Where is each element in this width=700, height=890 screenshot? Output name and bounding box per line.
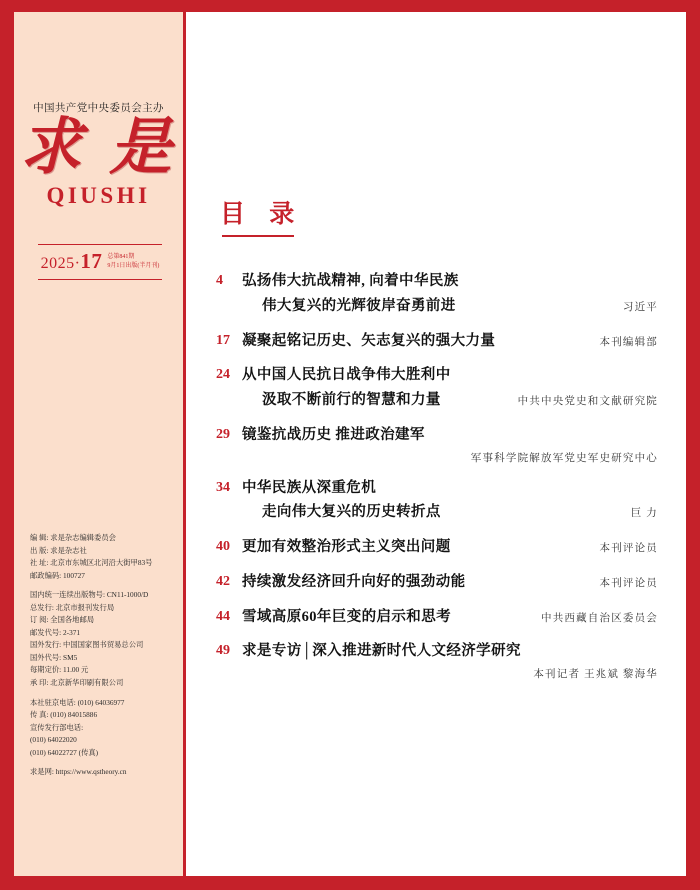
colophon-row: (010) 64022020 (30, 735, 77, 745)
toc-author: 本刊评论员 (599, 577, 658, 589)
toc-author: 习近平 (622, 301, 658, 313)
colophon-row: 每期定价: 11.00 元 (30, 665, 89, 675)
colophon-row: 社 址: 北京市东城区北河沿大街甲83号 (30, 558, 153, 568)
issue-badge (38, 244, 162, 280)
toc-title-line1: 弘扬伟大抗战精神, 向着中华民族 (242, 273, 459, 289)
toc-title-line2: 汲取不断前行的智慧和力量 (262, 392, 441, 408)
toc-page-number: 4 (216, 273, 223, 288)
toc-page-number: 29 (216, 426, 230, 442)
colophon-row: 总发行: 北京市报刊发行局 (30, 602, 115, 612)
toc-title-line1: 中华民族从深重危机 (242, 479, 377, 496)
colophon-gap (30, 690, 180, 697)
colophon-row: 订 阅: 全国各地邮局 (30, 615, 95, 625)
toc-title-row1 (242, 331, 660, 353)
toc-page-number: 40 (216, 539, 230, 554)
toc-title-row1 (242, 572, 660, 594)
toc-title-row2 (242, 499, 660, 524)
toc-title-line1: 持续激发经济回升向好的强劲动能 (242, 573, 466, 590)
colophon-row: 宣传发行部电话: (30, 722, 84, 732)
toc-entry[interactable] (216, 425, 660, 465)
toc-page-number: 44 (216, 608, 230, 624)
issue-number: 17 (80, 249, 103, 273)
colophon-row: 国外代号: SM5 (30, 652, 78, 662)
colophon-row: 国外发行: 中国国家图书贸易总公司 (30, 640, 144, 650)
toc-title-line1: 雪域高原60年巨变的启示和思考 (242, 608, 451, 625)
toc-author: 中共中央党史和文献研究院 (517, 396, 658, 407)
toc-entry[interactable] (216, 572, 660, 594)
masthead-panel (14, 12, 186, 876)
toc-title-row2 (242, 293, 660, 318)
toc-page-number: 34 (216, 479, 230, 495)
toc-entry[interactable] (216, 271, 660, 318)
toc-entry-body (242, 331, 660, 353)
toc-title-line1: 更加有效整治形式主义突出问题 (242, 539, 451, 555)
toc-author: 本刊编辑部 (599, 336, 658, 348)
toc-entry[interactable] (216, 365, 660, 412)
toc-title-line1: 凝聚起铭记历史、矢志复兴的强大力量 (242, 332, 496, 349)
issue-year: 2025 (40, 255, 75, 272)
toc-page-number: 49 (216, 643, 230, 659)
sponsor-line: 中国共产党中央委员会主办 (33, 103, 164, 114)
colophon-row: 编 辑: 求是杂志编辑委员会 (30, 533, 116, 542)
toc-list (216, 271, 660, 681)
toc-entry[interactable] (216, 537, 660, 559)
toc-entry[interactable] (216, 331, 660, 353)
toc-page-number: 42 (216, 573, 230, 589)
toc-entry-body (242, 478, 660, 525)
toc-title-row1 (242, 537, 660, 559)
toc-entry-body (242, 425, 660, 465)
colophon-row: 出 版: 求是杂志社 (30, 545, 87, 555)
colophon-row: 国内统一连续出版物号: CN11-1000/D (30, 590, 149, 600)
toc-author: 军事科学院解放军党史军史研究中心 (470, 452, 658, 464)
toc-author: 本刊记者 王兆斌 黎海华 (533, 669, 658, 680)
toc-entry-body (242, 271, 660, 318)
toc-title-line2: 伟大复兴的光辉彼岸奋勇前进 (262, 297, 456, 314)
toc-page-number: 24 (216, 367, 230, 383)
colophon-gap (30, 582, 180, 589)
toc-author: 中共西藏自治区委员会 (541, 612, 658, 624)
toc-entry[interactable] (216, 641, 660, 681)
colophon-row: 承 印: 北京新华印刷有限公司 (30, 678, 124, 688)
website-line[interactable]: 求是网: https://www.qstheory.cn (30, 767, 127, 777)
toc-entry-body (242, 572, 660, 594)
issue-separator: · (74, 255, 81, 272)
logo-pinyin: QIUSHI (46, 183, 151, 209)
colophon-row: 邮发代号: 2-371 (30, 627, 81, 637)
toc-title-row2 (242, 387, 660, 412)
toc-title-row1 (242, 607, 660, 629)
toc-title-line1: 镜鉴抗战历史 推进政治建军 (242, 426, 425, 443)
colophon-row: 传 真: (010) 84015886 (30, 710, 98, 720)
toc-entry-body (242, 365, 660, 412)
issue-note (107, 253, 159, 270)
issue-note-line2: 9月1日出版(半月刊) (107, 262, 160, 269)
toc-heading: 目 录 (216, 194, 660, 237)
magazine-logo (14, 116, 183, 209)
colophon-row: 邮政编码: 100727 (30, 570, 85, 580)
toc-title-line1: 从中国人民抗日战争伟大胜利中 (242, 367, 451, 384)
logo-chinese: 求 是 (19, 114, 178, 182)
colophon-row: (010) 64022727 (传真) (30, 747, 99, 757)
issue-main (41, 249, 103, 274)
toc-page-number: 17 (216, 332, 230, 348)
toc-entry-body (242, 641, 660, 681)
toc-title-line1: 求是专访│深入推进新时代人文经济学研究 (242, 643, 521, 660)
toc-entry-body (242, 607, 660, 629)
colophon-gap (30, 759, 180, 766)
colophon-row: 本社驻京电话: (010) 64036977 (30, 697, 125, 707)
toc-entry[interactable] (216, 478, 660, 525)
toc-title-line2: 走向伟大复兴的历史转折点 (262, 504, 441, 521)
table-of-contents-panel (186, 12, 686, 876)
toc-author: 巨 力 (630, 508, 658, 520)
page-inner (14, 12, 686, 876)
issue-note-line1: 总第841期 (107, 253, 135, 260)
toc-author: 本刊评论员 (599, 543, 658, 554)
toc-entry-body (242, 537, 660, 559)
colophon-block (30, 532, 180, 779)
toc-entry[interactable] (216, 607, 660, 629)
